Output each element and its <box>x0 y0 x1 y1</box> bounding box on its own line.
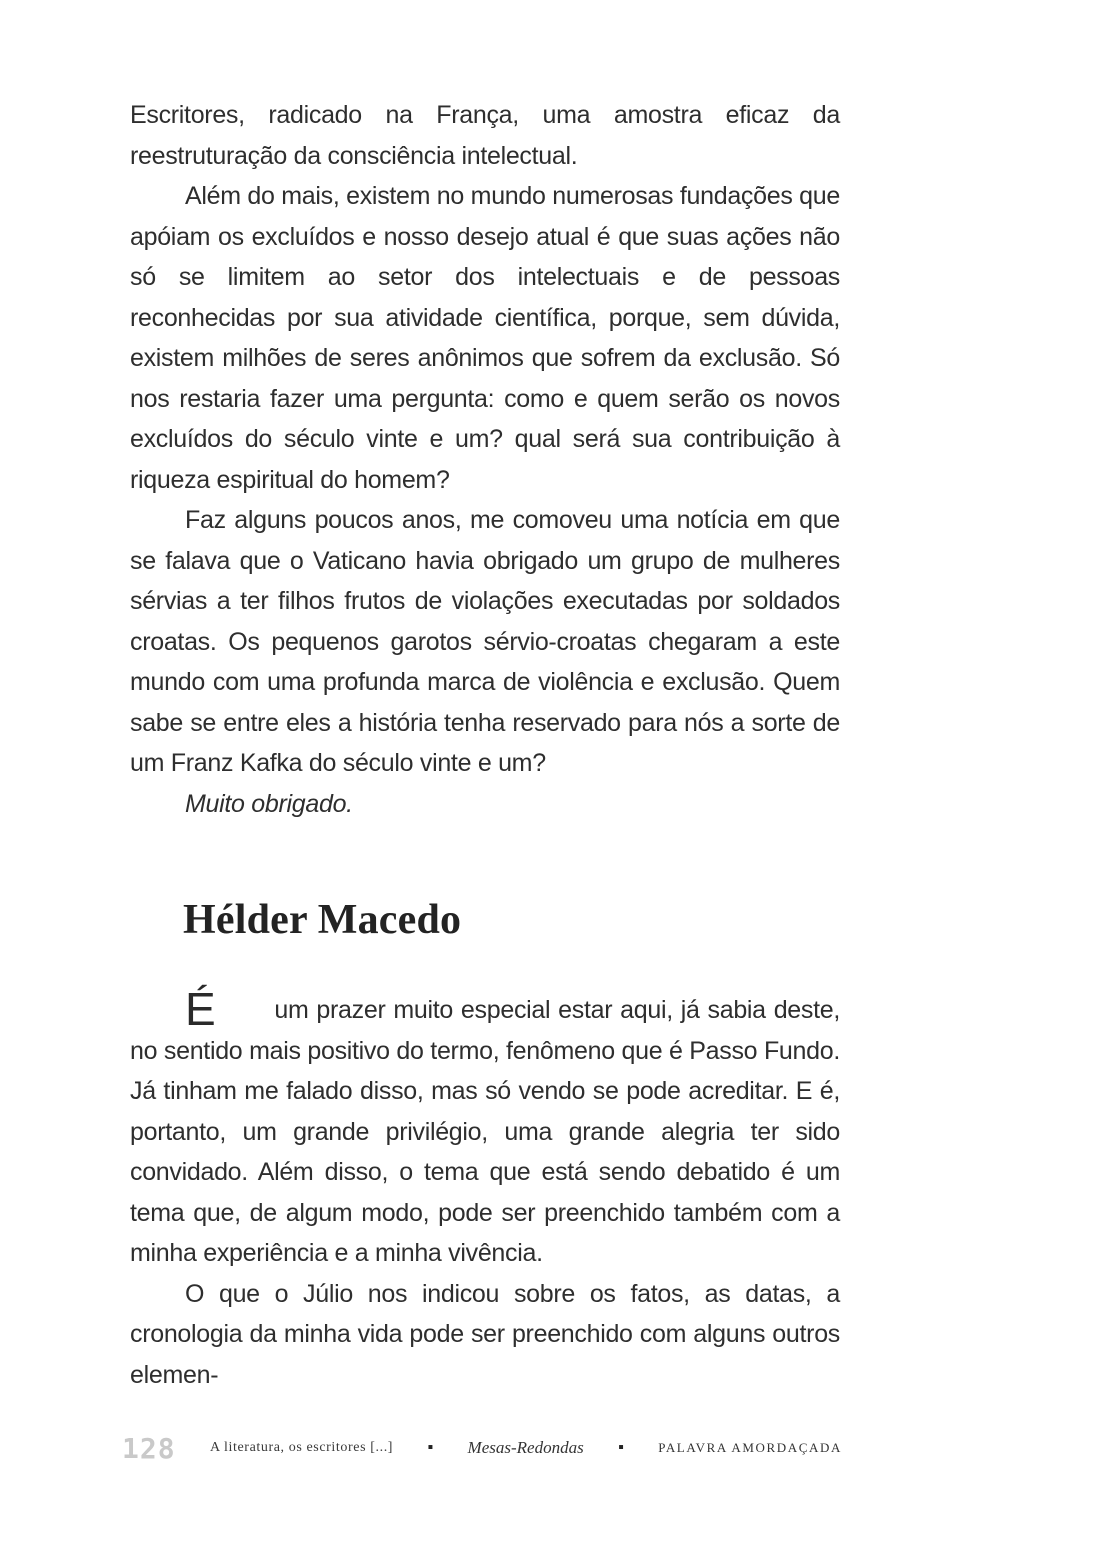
section-paragraph-intro <box>130 983 840 1274</box>
footer-bullet-icon: ▪ <box>618 1439 624 1456</box>
footer-bullet-icon: ▪ <box>427 1439 434 1456</box>
page-number: 128 <box>122 1431 176 1465</box>
closing-thanks: Muito obrigado. <box>185 789 353 818</box>
section-paragraph-julio: O que o Júlio nos indicou sobre os fatos, as datas, a cronologia da minha vida pode ser preenchido com alguns outros elemen- <box>130 1279 840 1389</box>
footer-book-title: A literatura, os escritores [...] <box>209 1440 394 1455</box>
section-title: Hélder Macedo <box>183 897 462 943</box>
section-paragraph-intro-text: um prazer muito especial estar aqui, já sabia deste, no sentido mais positivo do termo, fenômeno que é Passo Fundo. Já tinham me falado disso, mas só vendo se pode acreditar. E é, portanto, um grande privilégio, uma grande alegria ter sido convidado. Além disso, o tema que está sendo debatido é um tema que, de algum modo, pode ser preenchido também com a minha experiência e a minha vivência. <box>130 996 840 1267</box>
paragraph-vatican: Faz alguns poucos anos, me comoveu uma notícia em que se falava que o Vaticano havia obrigado um grupo de mulheres sérvias a ter filhos frutos de violações executadas por soldados croatas. Os pequenos garotos sérvio-croatas chegaram a este mundo com uma profunda marca de violência e exclusão. Quem sabe se entre eles a história tenha reservado para nós a sorte de um Franz Kafka do século vinte e um? <box>130 506 840 777</box>
paragraph-foundations: Além do mais, existem no mundo numerosas fundações que apóiam os excluídos e nosso desejo atual é que suas ações não só se limitem ao setor dos intelectuais e de pessoas reconhecidas por sua atividade científica, porque, sem dúvida, existem milhões de seres anônimos que sofrem da exclusão. Só nos restaria fazer uma pergunta: como e quem serão os novos excluídos do século vinte e um? qual será sua contribuição à riqueza espiritual do homem? <box>130 182 840 494</box>
body-text <box>130 95 840 824</box>
footer-series-name: PALAVRA AMORDAÇADA <box>658 1440 842 1455</box>
footer-section-name: Mesas-Redondas <box>467 1438 584 1457</box>
paragraph-continuation: Escritores, radicado na França, uma amostra eficaz da reestruturação da consciência intelectual. <box>130 101 840 170</box>
drop-cap: É <box>185 983 216 1035</box>
page-footer <box>122 1430 842 1466</box>
section-text <box>130 983 840 1395</box>
